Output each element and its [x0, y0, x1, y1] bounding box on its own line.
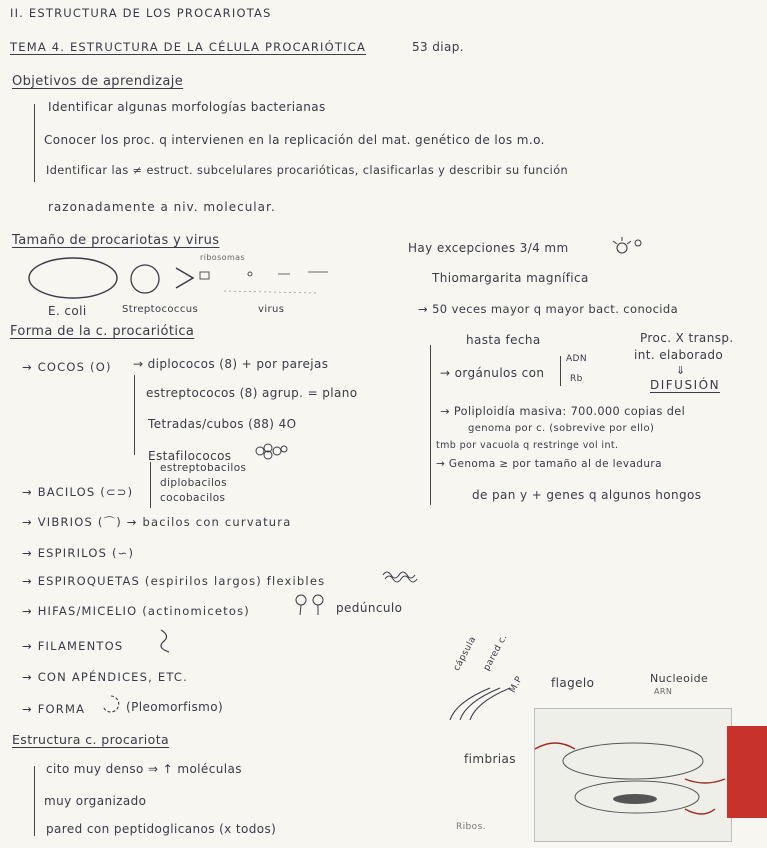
tamano-title: Tamaño de procariotas y virus [12, 233, 220, 248]
diplobacilos: diplobacilos [160, 477, 227, 489]
poliploidia-3: tmb por vacuola q restringe vol int. [436, 440, 619, 451]
label-tiny: ribosomas [200, 253, 246, 262]
hifas: → HIFAS/MICELIO (actinomicetos) [22, 604, 250, 618]
filamentos: → FILAMENTOS [22, 639, 124, 653]
tetradas: Tetradas/cubos (88) 4O [148, 417, 297, 431]
apendices: → CON APÉNDICES, ETC. [22, 670, 188, 684]
forma-pleo: → FORMA [22, 702, 86, 716]
thiomargarita-bracket [430, 345, 431, 505]
bacilos-bracket [150, 462, 151, 508]
veces-mayor: → 50 veces mayor q mayor bact. conocida [418, 302, 679, 316]
forma-title: Forma de la c. procariótica [10, 324, 195, 339]
estructura-1: cito muy denso ⇒ ↑ moléculas [46, 762, 242, 776]
hasta-fecha: hasta fecha [466, 333, 541, 347]
organulos: → orgánulos con [440, 366, 545, 380]
spirochete-sketch [382, 568, 422, 582]
label-pared: pared c. [482, 632, 510, 673]
poliploidia-1: → Poliploidía masiva: 700.000 copias del [440, 405, 686, 418]
sun-sketch-icon [610, 235, 650, 257]
streptococcus-shape [131, 265, 159, 293]
pleomorphism-sketch [100, 694, 122, 718]
poliploidia-2: genoma por c. (sobrevive por ello) [468, 423, 655, 434]
cell-micrograph [534, 708, 732, 842]
filament-sketch [158, 628, 176, 654]
label-flagelo: flagelo [551, 676, 595, 690]
virus-shape [200, 272, 209, 279]
objetivos-title: Objetivos de aprendizaje [12, 74, 184, 89]
hay-excepciones: Hay excepciones 3/4 mm [408, 241, 569, 255]
rb-label: Rb [570, 374, 583, 384]
objetivo-3-cont: razonadamente a niv. molecular. [48, 200, 276, 214]
wall-layers-sketch [444, 676, 524, 722]
down-arrow-icon: ⇓ [676, 364, 686, 377]
genoma-2: de pan y + genes q algunos hongos [472, 488, 702, 502]
espirilos: → ESPIRILOS (∽) [22, 546, 135, 560]
pleomorfismo: (Pleomorfismo) [126, 700, 224, 714]
adn-label: ADN [566, 354, 588, 364]
bacilos: → BACILOS (⊂⊃) [22, 485, 134, 499]
vibrios: → VIBRIOS (⌒) → bacilos con curvatura [22, 515, 292, 529]
proc-int: int. elaborado [634, 348, 724, 362]
estructura-title: Estructura c. procariota [12, 732, 170, 747]
difusion: DIFUSIÓN [650, 378, 721, 392]
objetivos-bracket [34, 104, 35, 182]
staphylococcus-sketch [254, 443, 290, 459]
estreptobacilos: estreptobacilos [160, 462, 247, 474]
label-streptococcus: Streptococcus [122, 304, 199, 315]
estafilococos: Estafilococos [148, 449, 232, 463]
section-heading: II. ESTRUCTURA DE LOS PROCARIOTAS [10, 6, 272, 20]
genoma-1: → Genoma ≥ por tamaño al de levadura [436, 458, 662, 470]
greater-than-mark [176, 268, 193, 288]
size-sketch [28, 256, 348, 306]
micrograph-sketch [535, 709, 731, 841]
tema-title: TEMA 4. ESTRUCTURA DE LA CÉLULA PROCARIÓTICA [10, 40, 367, 54]
estreptococos: estreptococos (8) agrup. = plano [146, 386, 358, 400]
hyphae-sketch [294, 594, 330, 616]
estructura-3: pared con peptidoglicanos (x todos) [46, 822, 277, 836]
label-ribos: Ribos. [456, 822, 486, 832]
diap-count: 53 diap. [412, 40, 465, 54]
diplococos: → diplococos (8) + por parejas [133, 357, 329, 371]
cocobacilos: cocobacilos [160, 492, 226, 504]
thiomargarita: Thiomargarita magnífica [432, 271, 589, 285]
cocos: → COCOS (O) [22, 360, 112, 374]
ecoli-shape [29, 258, 117, 298]
objetivo-2: Conocer los proc. q intervienen en la replicación del mat. genético de los m.o. [44, 133, 545, 147]
label-ecoli: E. coli [48, 304, 87, 318]
proc-transp: Proc. X transp. [640, 331, 734, 345]
label-capsula: cápsula [452, 634, 479, 673]
label-virus: virus [258, 304, 285, 315]
objetivo-1: Identificar algunas morfologías bacterianas [48, 100, 326, 114]
pedunculo: pedúnculo [336, 601, 403, 615]
red-tab [727, 726, 767, 818]
estructura-2: muy organizado [44, 794, 147, 808]
label-arn: ARN [654, 687, 673, 696]
espiroquetas: → ESPIROQUETAS (espirilos largos) flexibles [22, 574, 326, 588]
label-mp: M.P [508, 674, 525, 695]
label-fimbrias: fimbrias [464, 752, 516, 766]
label-nucleoide: Nucleoide [650, 672, 709, 685]
objetivo-3: Identificar las ≠ estruct. subcelulares procarióticas, clasificarlas y describir su función [46, 164, 569, 177]
estructura-bracket [34, 766, 35, 836]
organulos-brace [560, 356, 561, 386]
cocos-bracket [134, 375, 135, 455]
